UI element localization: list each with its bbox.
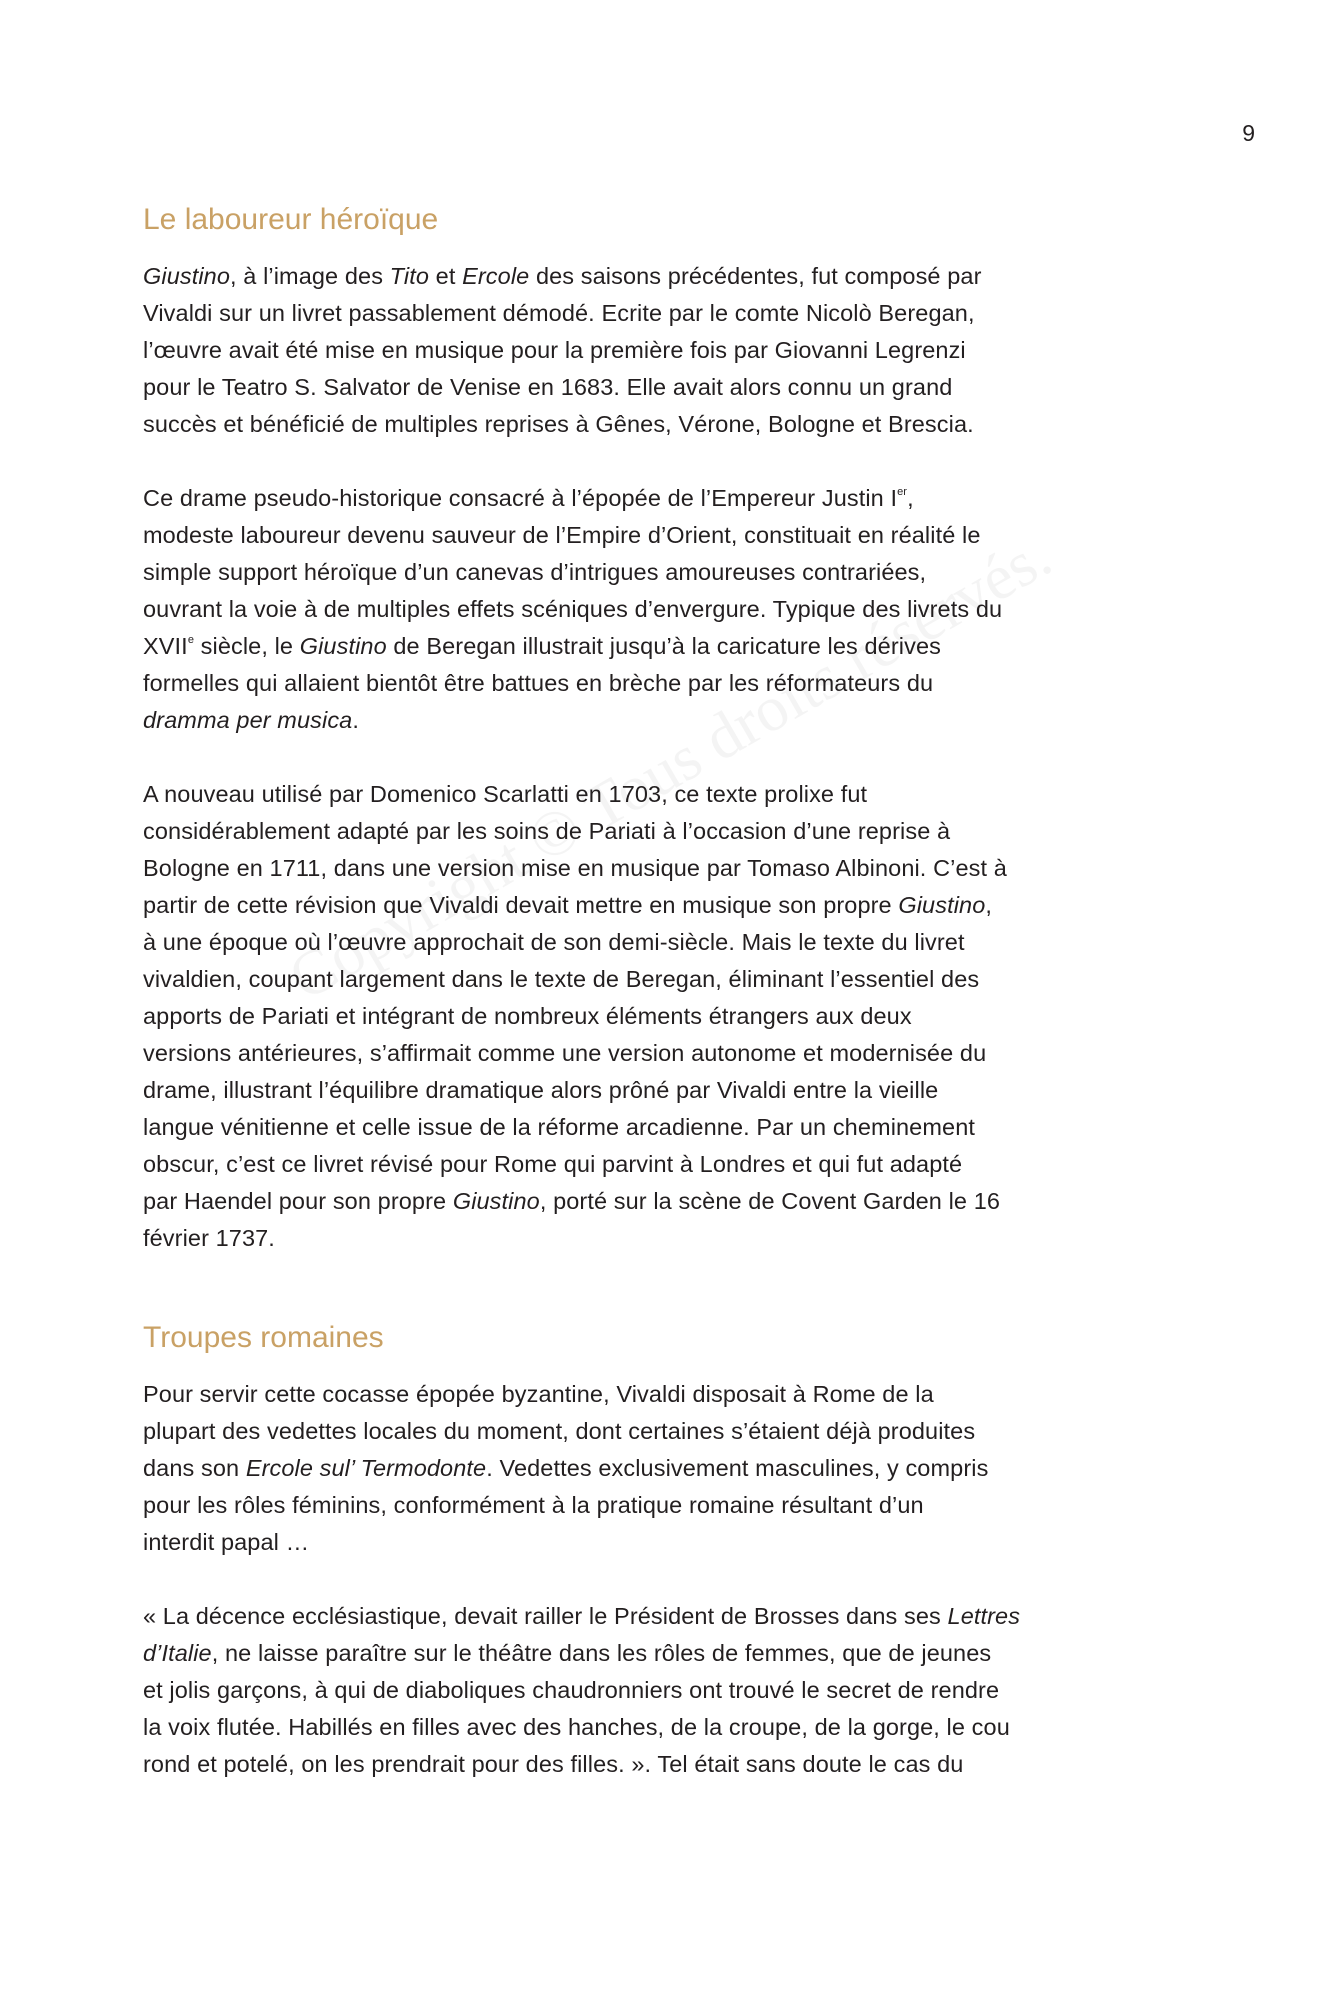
text-line: la voix flutée. Habillés en filles avec des hanches, de la croupe, de la gorge, le cou <box>143 1714 1010 1740</box>
text-line: Pour servir cette cocasse épopée byzantine, Vivaldi disposait à Rome de la <box>143 1381 934 1407</box>
text-line: pour les rôles féminins, conformément à la pratique romaine résultant d’un <box>143 1492 924 1518</box>
text-line: ouvrant la voie à de multiples effets scéniques d’envergure. Typique des livrets du <box>143 596 1003 622</box>
section-heading: Le laboureur héroïque <box>143 203 439 236</box>
text-line: « La décence ecclésiastique, devait railler le Président de Brosses dans ses Lettres <box>143 1603 1021 1629</box>
text-line: partir de cette révision que Vivaldi devait mettre en musique son propre Giustino, <box>143 892 993 918</box>
paragraph <box>143 480 1203 739</box>
text-line: Giustino, à l’image des Tito et Ercole des saisons précédentes, fut composé par <box>143 263 982 289</box>
text-line: formelles qui allaient bientôt être battues en brèche par les réformateurs du <box>143 670 934 696</box>
page-number: 9 <box>1242 120 1255 146</box>
text-line: l’œuvre avait été mise en musique pour la première fois par Giovanni Legrenzi <box>143 337 966 363</box>
text-line: considérablement adapté par les soins de Pariati à l’occasion d’une reprise à <box>143 818 951 844</box>
section-laboureur-heroique <box>143 202 1203 1294</box>
text-line: XVIIe siècle, le Giustino de Beregan illustrait jusqu’à la caricature les dérives <box>143 633 941 659</box>
text-line: dramma per musica. <box>143 707 359 733</box>
text-line: rond et potelé, on les prendrait pour des filles. ». Tel était sans doute le cas du <box>143 1751 964 1777</box>
text-line: interdit papal … <box>143 1529 310 1555</box>
text-line: versions antérieures, s’affirmait comme une version autonome et modernisée du <box>143 1040 987 1066</box>
paragraph <box>143 258 1203 443</box>
section-heading: Troupes romaines <box>143 1321 384 1354</box>
text-line: modeste laboureur devenu sauveur de l’Empire d’Orient, constituait en réalité le <box>143 522 981 548</box>
paragraph <box>143 1598 1203 1783</box>
text-line: par Haendel pour son propre Giustino, porté sur la scène de Covent Garden le 16 <box>143 1188 1001 1214</box>
text-line: d’Italie, ne laisse paraître sur le théâtre dans les rôles de femmes, que de jeunes <box>143 1640 992 1666</box>
text-line: drame, illustrant l’équilibre dramatique alors prôné par Vivaldi entre la vieille <box>143 1077 939 1103</box>
text-line: et jolis garçons, à qui de diaboliques chaudronniers ont trouvé le secret de rendre <box>143 1677 1000 1703</box>
text-line: simple support héroïque d’un canevas d’intrigues amoureuses contrariées, <box>143 559 927 585</box>
text-line: dans son Ercole sul’ Termodonte. Vedettes exclusivement masculines, y compris <box>143 1455 989 1481</box>
text-line: succès et bénéficié de multiples reprises à Gênes, Vérone, Bologne et Brescia. <box>143 411 974 437</box>
text-line: à une époque où l’œuvre approchait de son demi-siècle. Mais le texte du livret <box>143 929 965 955</box>
text-line: février 1737. <box>143 1225 275 1251</box>
paragraph <box>143 1376 1203 1561</box>
text-line: vivaldien, coupant largement dans le texte de Beregan, éliminant l’essentiel des <box>143 966 980 992</box>
text-line: Ce drame pseudo-historique consacré à l’épopée de l’Empereur Justin Ier, <box>143 485 914 511</box>
text-line: plupart des vedettes locales du moment, dont certaines s’étaient déjà produites <box>143 1418 976 1444</box>
text-line: Vivaldi sur un livret passablement démodé. Ecrite par le comte Nicolò Beregan, <box>143 300 975 326</box>
text-line: pour le Teatro S. Salvator de Venise en 1683. Elle avait alors connu un grand <box>143 374 953 400</box>
text-line: langue vénitienne et celle issue de la réforme arcadienne. Par un cheminement <box>143 1114 976 1140</box>
section-troupes-romaines <box>143 1320 1203 1820</box>
text-line: apports de Pariati et intégrant de nombreux éléments étrangers aux deux <box>143 1003 912 1029</box>
text-line: A nouveau utilisé par Domenico Scarlatti en 1703, ce texte prolixe fut <box>143 781 868 807</box>
text-line: Bologne en 1711, dans une version mise en musique par Tomaso Albinoni. C’est à <box>143 855 1007 881</box>
text-line: obscur, c’est ce livret révisé pour Rome qui parvint à Londres et qui fut adapté <box>143 1151 963 1177</box>
paragraph <box>143 776 1203 1257</box>
